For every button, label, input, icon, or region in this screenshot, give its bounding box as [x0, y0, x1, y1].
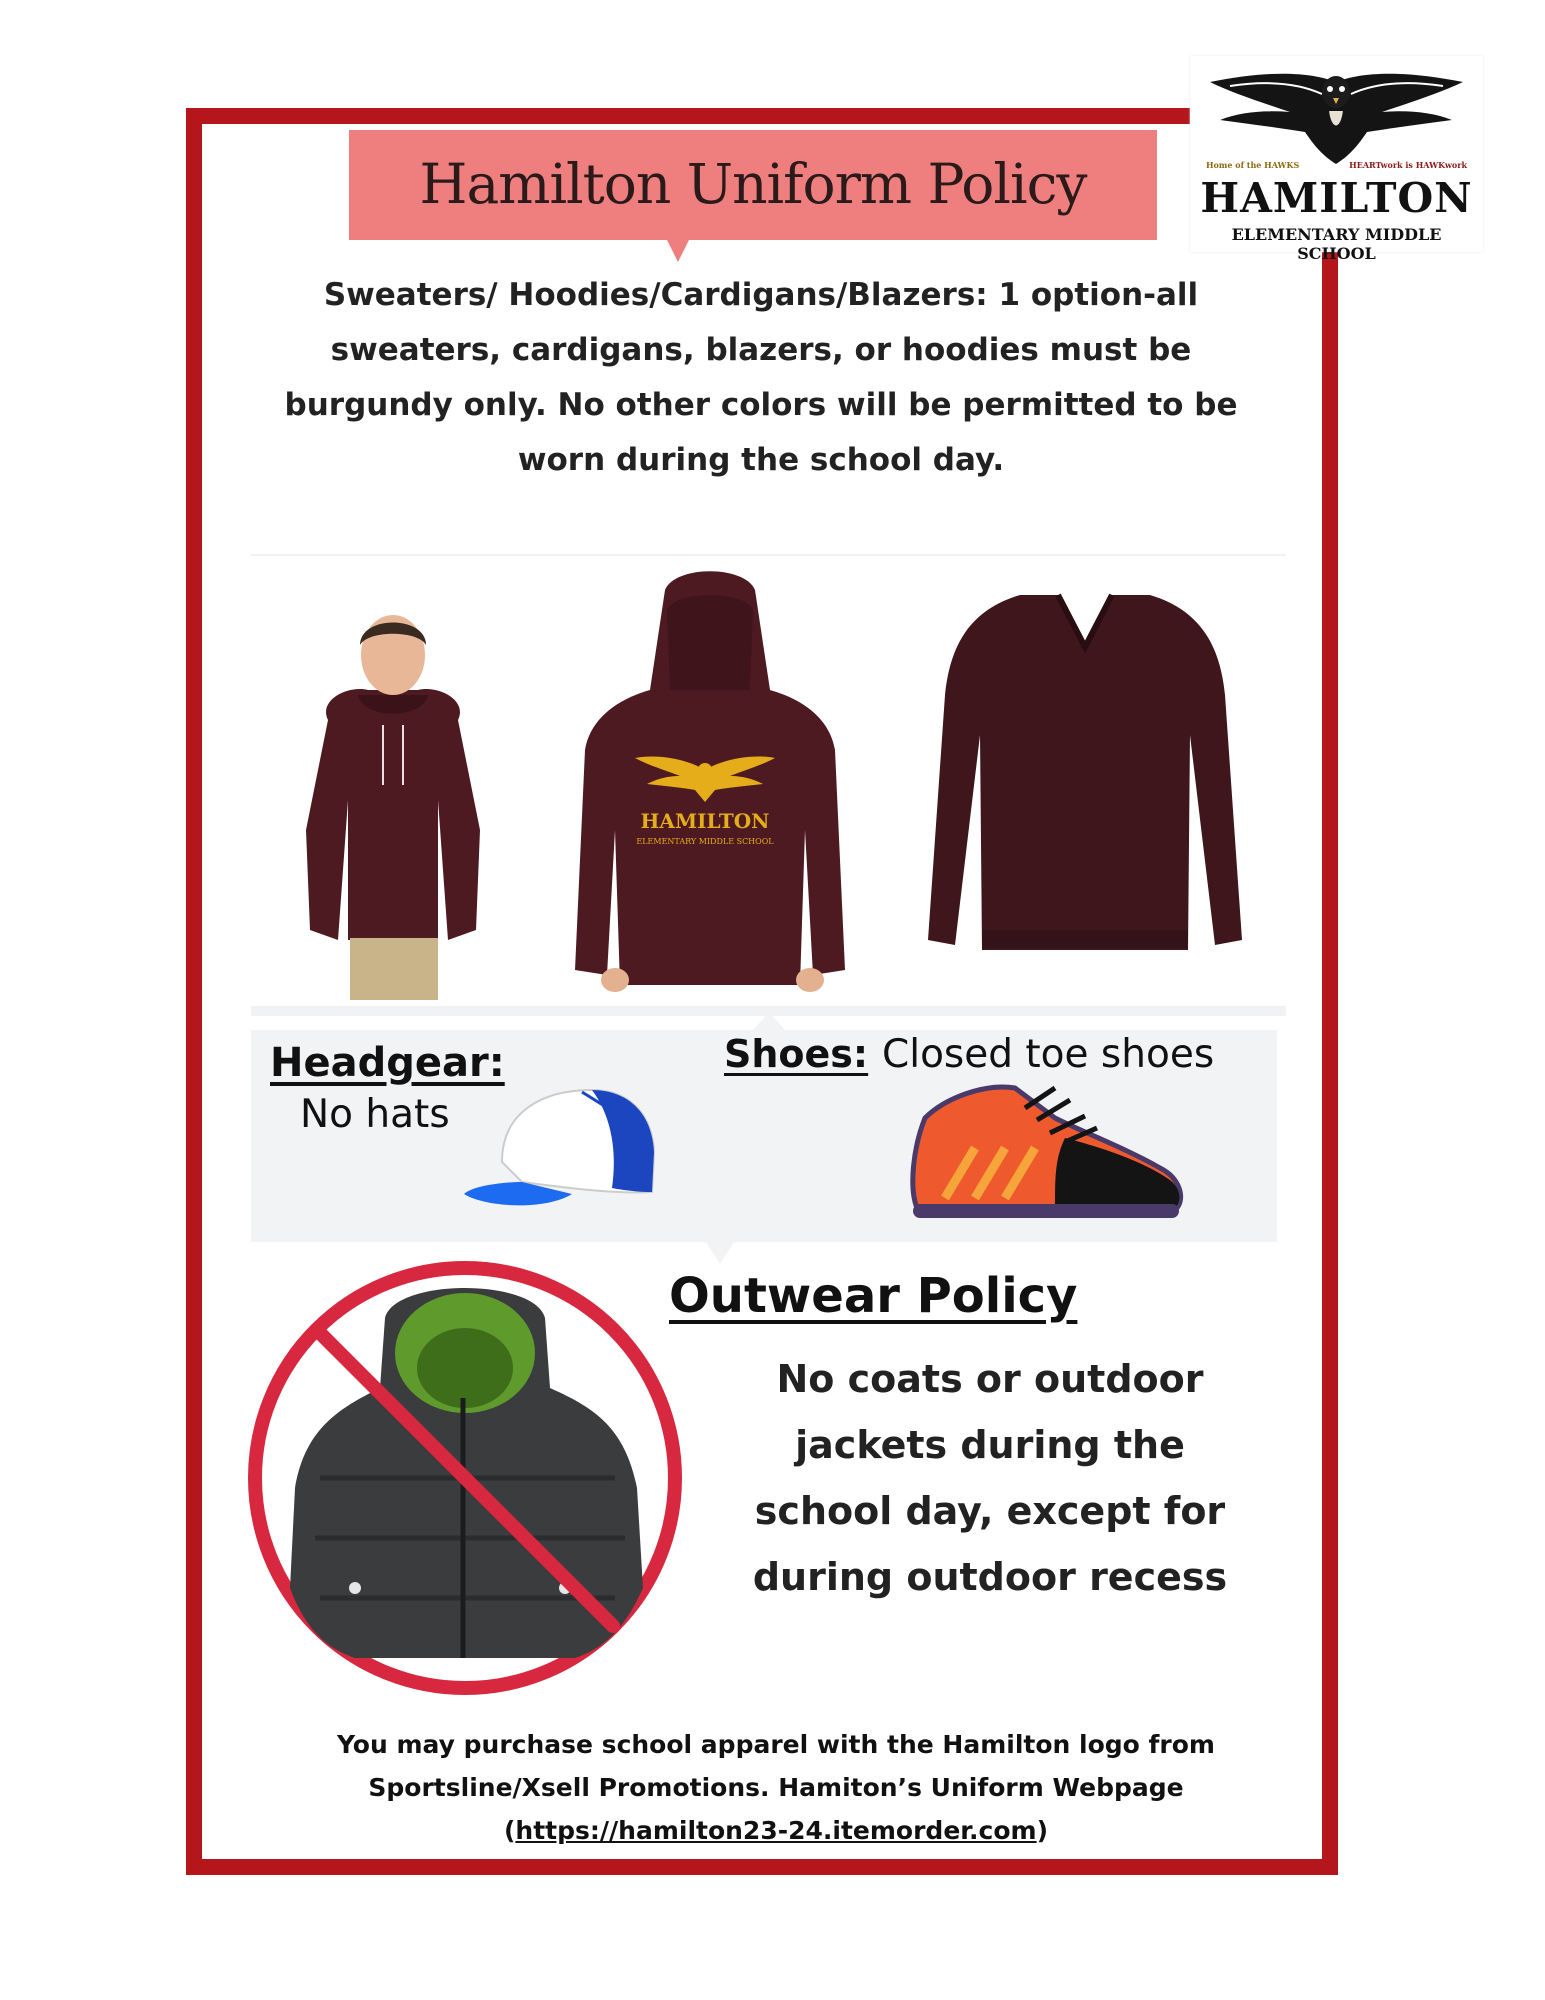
hoodie-print-subtitle: ELEMENTARY MIDDLE SCHOOL	[636, 837, 774, 846]
purchase-info-line: Sportsline/Xsell Promotions. Hamiton’s Uniform Webpage	[368, 1773, 1184, 1802]
vneck-sweater-photo	[920, 585, 1250, 955]
shoes-label: Shoes:	[724, 1032, 869, 1076]
page-title: Hamilton Uniform Policy	[419, 152, 1087, 216]
headgear-label: Headgear:	[270, 1040, 505, 1086]
logo-school-subtitle: ELEMENTARY MIDDLE SCHOOL	[1231, 225, 1442, 263]
paren-open: (	[503, 1816, 516, 1845]
paren-close: )	[1036, 1816, 1049, 1845]
shoes-value: Closed toe shoes	[882, 1032, 1215, 1077]
title-banner	[349, 130, 1157, 240]
hawk-icon	[1190, 62, 1483, 172]
outwear-policy-line: No coats or outdoor	[776, 1357, 1204, 1401]
outwear-policy-title: Outwear Policy	[669, 1268, 1078, 1324]
purchase-info-url-line	[276, 1809, 1276, 1852]
uniform-webpage-link[interactable]: https://hamilton23-24.itemorder.com	[515, 1816, 1037, 1845]
logo-tagline-right: HEARTwork is HAWKwork	[1349, 160, 1467, 170]
boy-hoodie-photo	[288, 600, 498, 1000]
cap-icon	[462, 1082, 662, 1222]
outwear-policy-line: school day, except for	[754, 1489, 1226, 1533]
purchase-info-line: You may purchase school apparel with the Hamilton logo from	[337, 1730, 1215, 1759]
no-jacket-icon	[245, 1258, 695, 1698]
sweater-policy-line: worn during the school day.	[517, 442, 1005, 478]
back-hoodie-photo	[555, 570, 855, 1000]
outwear-policy-line: during outdoor recess	[752, 1555, 1228, 1599]
sneaker-icon	[905, 1078, 1185, 1226]
purchase-info	[276, 1723, 1276, 1852]
outwear-policy-text	[710, 1346, 1270, 1610]
hoodie-print-name: HAMILTON	[640, 809, 770, 833]
logo-tagline-left: Home of the HAWKS	[1206, 160, 1300, 170]
sweater-policy-text	[236, 268, 1286, 488]
sweater-policy-line: burgundy only. No other colors will be permitted to be	[284, 387, 1238, 423]
outwear-policy-line: jackets during the	[795, 1423, 1185, 1467]
logo-school-name: HAMILTON	[1200, 174, 1473, 222]
sweater-policy-line: Sweaters/ Hoodies/Cardigans/Blazers: 1 option-all	[323, 277, 1199, 313]
sweater-policy-line: sweaters, cardigans, blazers, or hoodies must be	[330, 332, 1192, 368]
school-logo	[1190, 56, 1483, 263]
headgear-value: No hats	[300, 1092, 450, 1137]
